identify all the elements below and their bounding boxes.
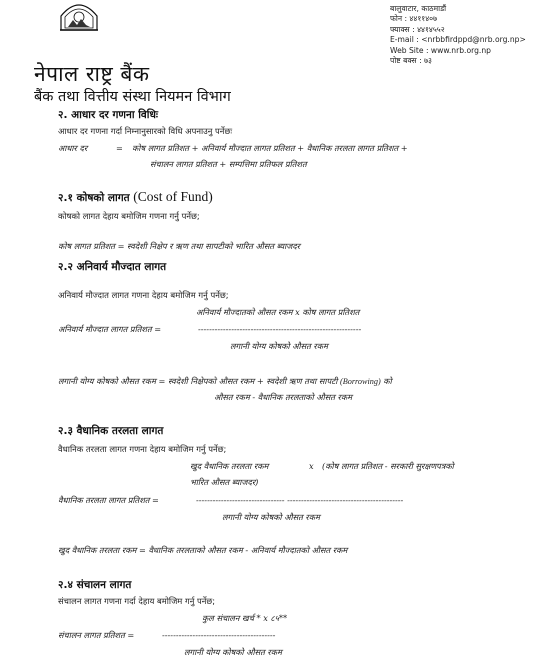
section-2-1-heading-en: (Cost of Fund) (133, 189, 213, 204)
section-2-1-formula: कोष लागत प्रतिशत = स्वदेशी निक्षेप र ऋण तथा सापटीको भारित औसत ब्याजदर (58, 241, 301, 251)
section-2-2-def-line1 (58, 376, 392, 387)
section-2-formula-line1: कोष लागत प्रतिशत + अनिवार्य मौज्दात लागत प्रतिशत + वैधानिक तरलता लागत प्रतिशत + (132, 143, 408, 153)
bank-name: नेपाल राष्ट्र बैंक (34, 62, 150, 86)
section-2-2-heading: २.२ अनिवार्य मौज्दात लागत (58, 261, 167, 273)
section-2-formula-eq: = (116, 143, 123, 153)
section-2-2-intro: अनिवार्य मौज्दात लागत गणना देहाय बमोजिम गर्नु पर्नेछ; (58, 290, 229, 300)
section-2-formula-line2: संचालन लागत प्रतिशत + सम्पत्तिमा प्रतिफल प्रतिशत (150, 159, 307, 169)
section-2-4-numerator: कुल संचालन खर्च * x ८५** (202, 613, 288, 623)
section-2-3-num2: (कोष लागत प्रतिशत - सरकारी सुरक्षणपत्रको (322, 461, 454, 471)
section-2-4-divider: ----------------------------------------- (162, 630, 276, 640)
section-2-2-def-line1-en: (Borrowing) (340, 377, 381, 386)
fax: फ्याक्स : ४४१४५५२ (390, 24, 445, 34)
section-2-intro: आधार दर गणना गर्दा निम्नानुसारको विधि अपनाउनु पर्नेछः (58, 126, 233, 136)
phone: फोन : ४४११४०७ (390, 14, 438, 24)
section-2-2-def-line1-b: को (383, 376, 392, 386)
section-2-2-numerator: अनिवार्य मौज्दातको औसत रकम x कोष लागत प्रतिशत (196, 307, 360, 317)
section-2-4-heading: २.४ संचालन लागत (58, 579, 132, 591)
section-2-1-intro: कोषको लागत देहाय बमोजिम गणना गर्नु पर्नेछ; (58, 211, 200, 221)
section-2-3-num3: भारित औसत ब्याजदर) (190, 477, 259, 487)
section-2-4-intro: संचालन लागत गणना गर्दा देहाय बमोजिम गर्नु पर्नेछ; (58, 596, 216, 606)
section-2-2-def-line1-a: लगानी योग्य कोषको औसत रकम = स्वदेशी निक्षेपको औसत रकम + स्वदेशी ऋण तथा सापटी (58, 376, 338, 386)
section-2-3-def: खुद वैधानिक तरलता रकम = वैधानिक तरलताको औसत रकम - अनिवार्य मौज्दातको औसत रकम (58, 545, 348, 555)
section-2-1-heading-np: २.१ कोषको लागत (58, 192, 130, 204)
email[interactable]: E-mail : <nrbbfirdppd@nrb.org.np> (390, 35, 526, 45)
section-2-3-num1: खुद वैधानिक तरलता रकम (190, 461, 269, 471)
section-2-3-divider: -------------------------------- ------------------------------------------ (196, 495, 404, 505)
section-2-4-denominator: लगानी योग्य कोषको औसत रकम (184, 647, 282, 657)
section-2-3-denominator: लगानी योग्य कोषको औसत रकम (222, 512, 320, 522)
nrb-emblem-logo (58, 0, 100, 32)
section-2-3-lhs: वैधानिक तरलता लागत प्रतिशत = (58, 495, 159, 505)
section-2-formula-label: आधार दर (58, 143, 88, 153)
pobox: पोष्ट बक्स : ७३ (390, 56, 432, 66)
section-2-1-heading (58, 189, 213, 205)
section-2-4-lhs: संचालन लागत प्रतिशत = (58, 630, 135, 640)
section-2-2-lhs: अनिवार्य मौज्दात लागत प्रतिशत = (58, 324, 162, 334)
contact-block (390, 4, 526, 66)
section-2-2-denominator: लगानी योग्य कोषको औसत रकम (230, 341, 328, 351)
section-2-heading: २. आधार दर गणना विधिः (58, 109, 159, 121)
section-2-3-intro: वैधानिक तरलता लागत गणना देहाय बमोजिम गर्नु पर्नेछ; (58, 444, 227, 454)
section-2-2-def-line2: औसत रकम - वैधानिक तरलताको औसत रकम (214, 392, 353, 402)
section-2-3-num-x: x (309, 461, 314, 471)
website[interactable]: Web Site : www.nrb.org.np (390, 45, 491, 55)
section-2-3-heading: २.३ वैधानिक तरलता लागत (58, 425, 164, 437)
address: बालुवाटार, काठमाडौं (390, 4, 447, 13)
section-2-2-divider: ----------------------------------------------------------- (198, 324, 362, 334)
department-name: बैंक तथा वित्तीय संस्था नियमन विभाग (34, 89, 231, 105)
